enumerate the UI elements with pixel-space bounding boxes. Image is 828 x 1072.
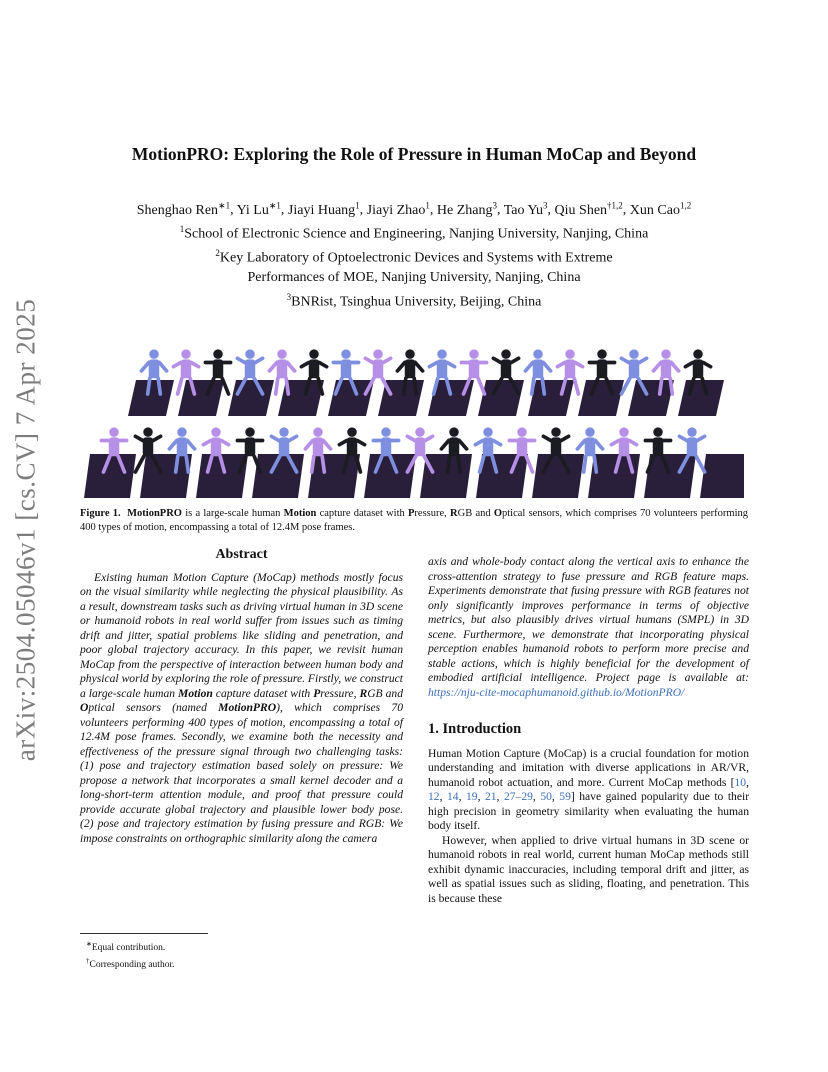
pressure-mat [532, 454, 584, 498]
abstract-text: Existing human Motion Capture (MoCap) methods mostly focus on the visual similarity while neglecting the physical plausibility. As a result, downstream tasks such as driving virtual human in 3D scene or humanoid robots in real world suffer from issues such as timing drift and jitter, spatial problems like sliding and penetration, and poor global trajectory accuracy. In this paper, we revisit human MoCap from the perspective of interaction between human body and physical world by exploring the role of pressure. Firstly, we construct a large-scale human Motion capture dataset with Pressure, RGB and Optical sensors (named MotionPRO), which comprises 70 volunteers performing 400 types of motion, encompassing a total of 12.4M pose frames. Secondly, we examine both the necessity and effectiveness of the pressure signal through two challenging tasks: (1) pose and trajectory estimation based solely on pressure: We propose a network that incorporates a small kernel decoder and a long-short-term attention module, and proof that pressure could provide accurate global trajectory and plausible lower body pose. (2) pose and trajectory estimation by fusing pressure and RGB: We impose constraints on orthographic similarity along the camera [80, 570, 404, 845]
citation-link[interactable]: 59 [559, 790, 571, 803]
author-name: Tao Yu$^3$ [503, 200, 548, 218]
pressure-mat [578, 380, 624, 416]
abstract-text-cont: axis and whole-body contact along the vertical axis to enhance the cross-attention strategy to fuse pressure and RGB feature maps. Experiments demonstrate that fusing pressure with RGB features not only significantly improves performance in terms of objective metrics, but also plausibly drives virtual humans (SMPL) in 3D scene. Furthermore, we demonstrate that incorporating physical perception enables humanoid robots to perform more precise and stable actions, which is highly beneficial for the development of embodied artificial intelligence. Project page is available at: https://nju-cite-mocaphumanoid.github.io/MotionPRO/ [428, 555, 749, 699]
footnote-corresponding: †Corresponding author. [86, 957, 175, 971]
abstract-column [80, 548, 403, 846]
author-name: Xun Cao$^{1,2}$ [629, 200, 692, 218]
pressure-mat [278, 380, 324, 416]
human-mesh [407, 427, 432, 472]
human-mesh [621, 349, 646, 394]
pressure-mat [700, 454, 744, 498]
author-name: Shenghao Ren$^{∗1}$ [136, 200, 231, 218]
pressure-mat [528, 380, 574, 416]
author-name: He Zhang$^3$ [436, 200, 497, 218]
paper-title: MotionPRO: Exploring the Role of Pressure in Human MoCap and Beyond [131, 144, 697, 164]
pressure-mat [128, 380, 174, 416]
affiliation-3: $^3$BNRist, Tsinghua University, Beijing, China [286, 291, 542, 310]
citation-link[interactable]: 14 [446, 790, 459, 803]
citation-link[interactable]: 27–29 [503, 790, 533, 803]
pressure-mat [140, 454, 192, 498]
citation-link[interactable]: 10 [734, 775, 747, 789]
pressure-mat [308, 454, 360, 498]
citation-link[interactable]: 50 [540, 790, 552, 803]
arxiv-id: arXiv:2504.05046v1 [cs.CV] 7 Apr 2025 [10, 298, 41, 762]
teaser-figure [84, 302, 744, 502]
pressure-mat [678, 380, 724, 416]
figure-caption: Figure 1. MotionPRO is a large-scale human Motion capture dataset with Pressure, RGB and Optical sensors, which comprises 70 volunteers performing 400 types of motion, encompassing a total of 12.4M pose frames. [80, 508, 748, 533]
right-column [428, 555, 749, 906]
intro-paragraph-1: Human Motion Capture (MoCap) is a crucial foundation for motion understanding and imitation with diverse applications in AR/VR, humanoid robot actuation, and more. Current MoCap methods [10, 12, 14, 19, 21, 27–29, 50, 59] have gained popularity due to their high precision in geometry similarity when evaluating the human body itself. [428, 746, 750, 832]
abstract-heading: Abstract [215, 547, 268, 562]
pressure-mat [328, 380, 374, 416]
footnote-equal: ∗Equal contribution. [86, 940, 166, 954]
pressure-mat [478, 380, 524, 416]
author-block [60, 196, 768, 312]
pressure-mat [178, 380, 224, 416]
arxiv-stamp [6, 290, 46, 770]
human-mesh [461, 349, 486, 394]
author-name: Qiu Shen$^{\dagger 1,2}$ [554, 200, 623, 218]
human-mesh [365, 349, 390, 394]
author-list: Shenghao Ren$^{∗1}$, Yi $Lu^{∗1}$, Jiayi Huang$^1$, Jiayi Zhao$^1$, He Zhang$^3$, Tao Yu$^3$, Qiu Shen$^{\dagger 1,2}$, Xun Cao$^{1,2}$ [136, 200, 692, 218]
footnote-rule [80, 933, 208, 934]
project-page-link[interactable]: https://nju-cite-mocaphumanoid.github.io/MotionPRO/ [428, 685, 685, 699]
author-name: Jiayi Huang$^1$ [287, 200, 360, 218]
human-mesh [237, 427, 262, 472]
pressure-mat [628, 380, 674, 416]
affiliation-2-cont: Performances of MOE, Nanjing University, Nanjing, China [247, 270, 581, 286]
affiliation-2: $^2$Key Laboratory of Optoelectronic Devices and Systems with Extreme [215, 248, 613, 266]
citation-link[interactable]: 12 [428, 790, 440, 803]
affiliation-1: $^1$School of Electronic Science and Engineering, Nanjing University, Nanjing, China [179, 224, 649, 242]
pressure-mat [228, 380, 274, 416]
author-name: Yi $Lu^{∗1}$ [236, 200, 281, 218]
intro-paragraph-2: However, when applied to drive virtual humans in 3D scene or humanoid robots in real world, current human MoCap methods still exhibit dynamic inaccuracies, including temporal drift and jitter, as well as spatial issues such as sliding, floating, and penetration. This is because these [428, 833, 749, 905]
citation-link[interactable]: 19 [465, 790, 478, 803]
footnotes [80, 938, 174, 972]
author-name: Jiayi Zhao$^1$ [366, 200, 430, 218]
intro-heading: 1. Introduction [428, 721, 522, 737]
citation-link[interactable]: 21 [484, 790, 497, 803]
